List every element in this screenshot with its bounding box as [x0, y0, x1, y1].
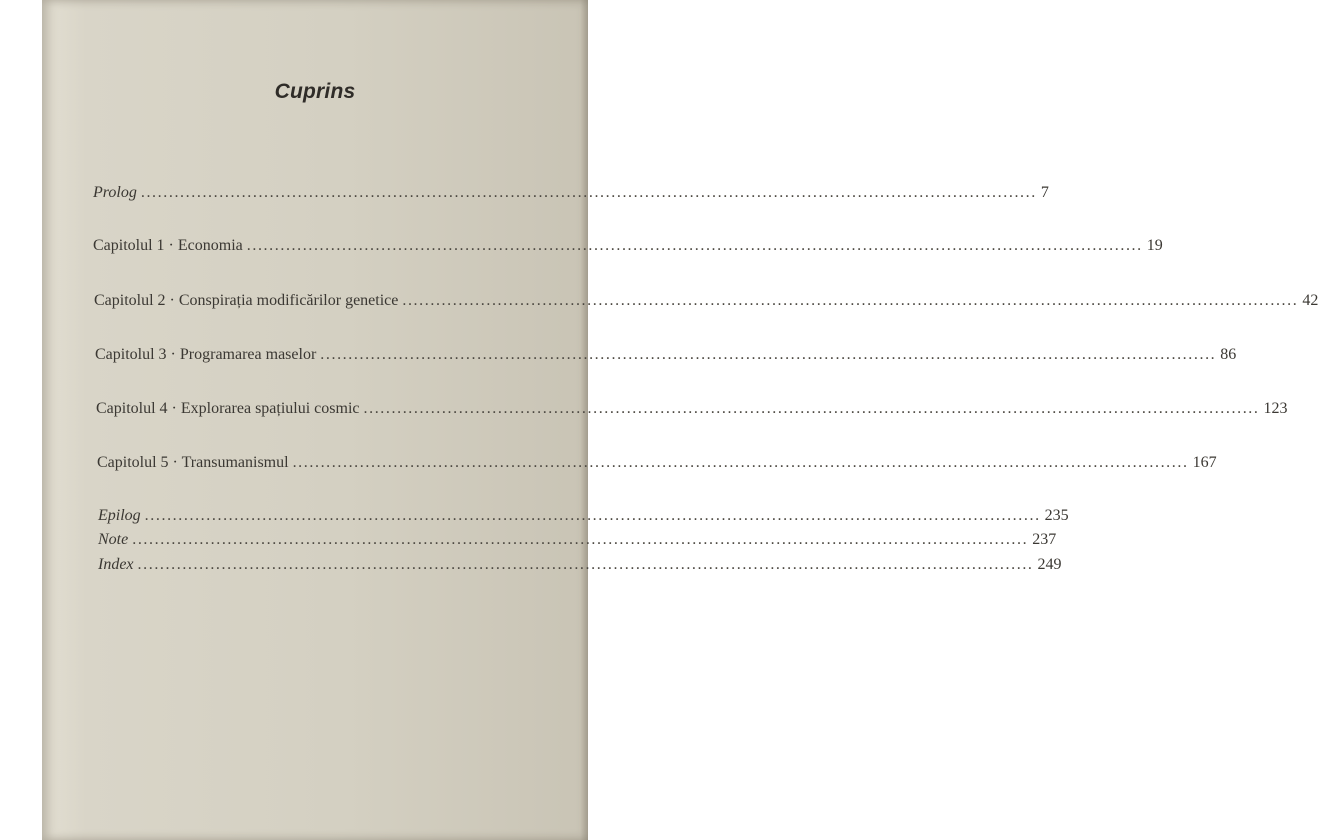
toc-entry-chapter-3 — [95, 346, 1237, 364]
toc-entry-note — [98, 531, 1057, 549]
page-title: Cuprins — [274, 80, 356, 103]
toc-entry-page-number: 249 — [1037, 556, 1062, 573]
toc-entry-page-number: 167 — [1192, 454, 1217, 471]
dot-leader — [293, 454, 1189, 472]
dot-leader — [402, 292, 1298, 310]
toc-entry-page-number: 19 — [1146, 237, 1163, 254]
toc-entry-page-number: 237 — [1032, 531, 1057, 548]
dot-leader — [320, 346, 1216, 364]
toc-entry-chapter-2 — [94, 292, 1318, 310]
toc-entry-label: Capitolul 5 · Transumanismul — [97, 454, 289, 471]
toc-entry-label: Capitolul 1 · Economia — [93, 237, 243, 254]
toc-entry-page-number: 86 — [1220, 346, 1237, 363]
toc-entry-label: Capitolul 4 · Explorarea spațiului cosmic — [96, 400, 360, 417]
toc-entry-chapter-5 — [97, 454, 1217, 472]
toc-entry-page-number: 42 — [1302, 292, 1318, 309]
toc-entry-label: Prolog — [93, 184, 137, 201]
toc-entry-page-number: 235 — [1044, 507, 1069, 524]
toc-entry-label: Index — [98, 556, 134, 573]
toc-entry-page-number: 7 — [1040, 184, 1049, 201]
dot-leader — [138, 556, 1034, 574]
book-page — [42, 0, 1318, 840]
toc-entry-chapter-1 — [93, 237, 1163, 255]
dot-leader — [145, 507, 1041, 525]
toc-entry-label: Capitolul 2 · Conspirația modificărilor genetice — [94, 292, 399, 309]
toc-entry-label: Epilog — [98, 507, 141, 524]
dot-leader — [247, 237, 1143, 255]
toc-entry-prolog — [93, 184, 1049, 202]
toc-entry-label: Note — [98, 531, 129, 548]
dot-leader — [141, 184, 1037, 202]
dot-leader — [132, 531, 1028, 549]
dot-leader — [364, 400, 1260, 418]
toc-entry-index — [98, 556, 1062, 574]
toc-entry-page-number: 123 — [1263, 400, 1288, 417]
page-edge-shadow — [580, 0, 588, 840]
toc-entry-epilog — [98, 507, 1069, 525]
toc-entry-chapter-4 — [96, 400, 1288, 418]
toc-entry-label: Capitolul 3 · Programarea maselor — [95, 346, 317, 363]
